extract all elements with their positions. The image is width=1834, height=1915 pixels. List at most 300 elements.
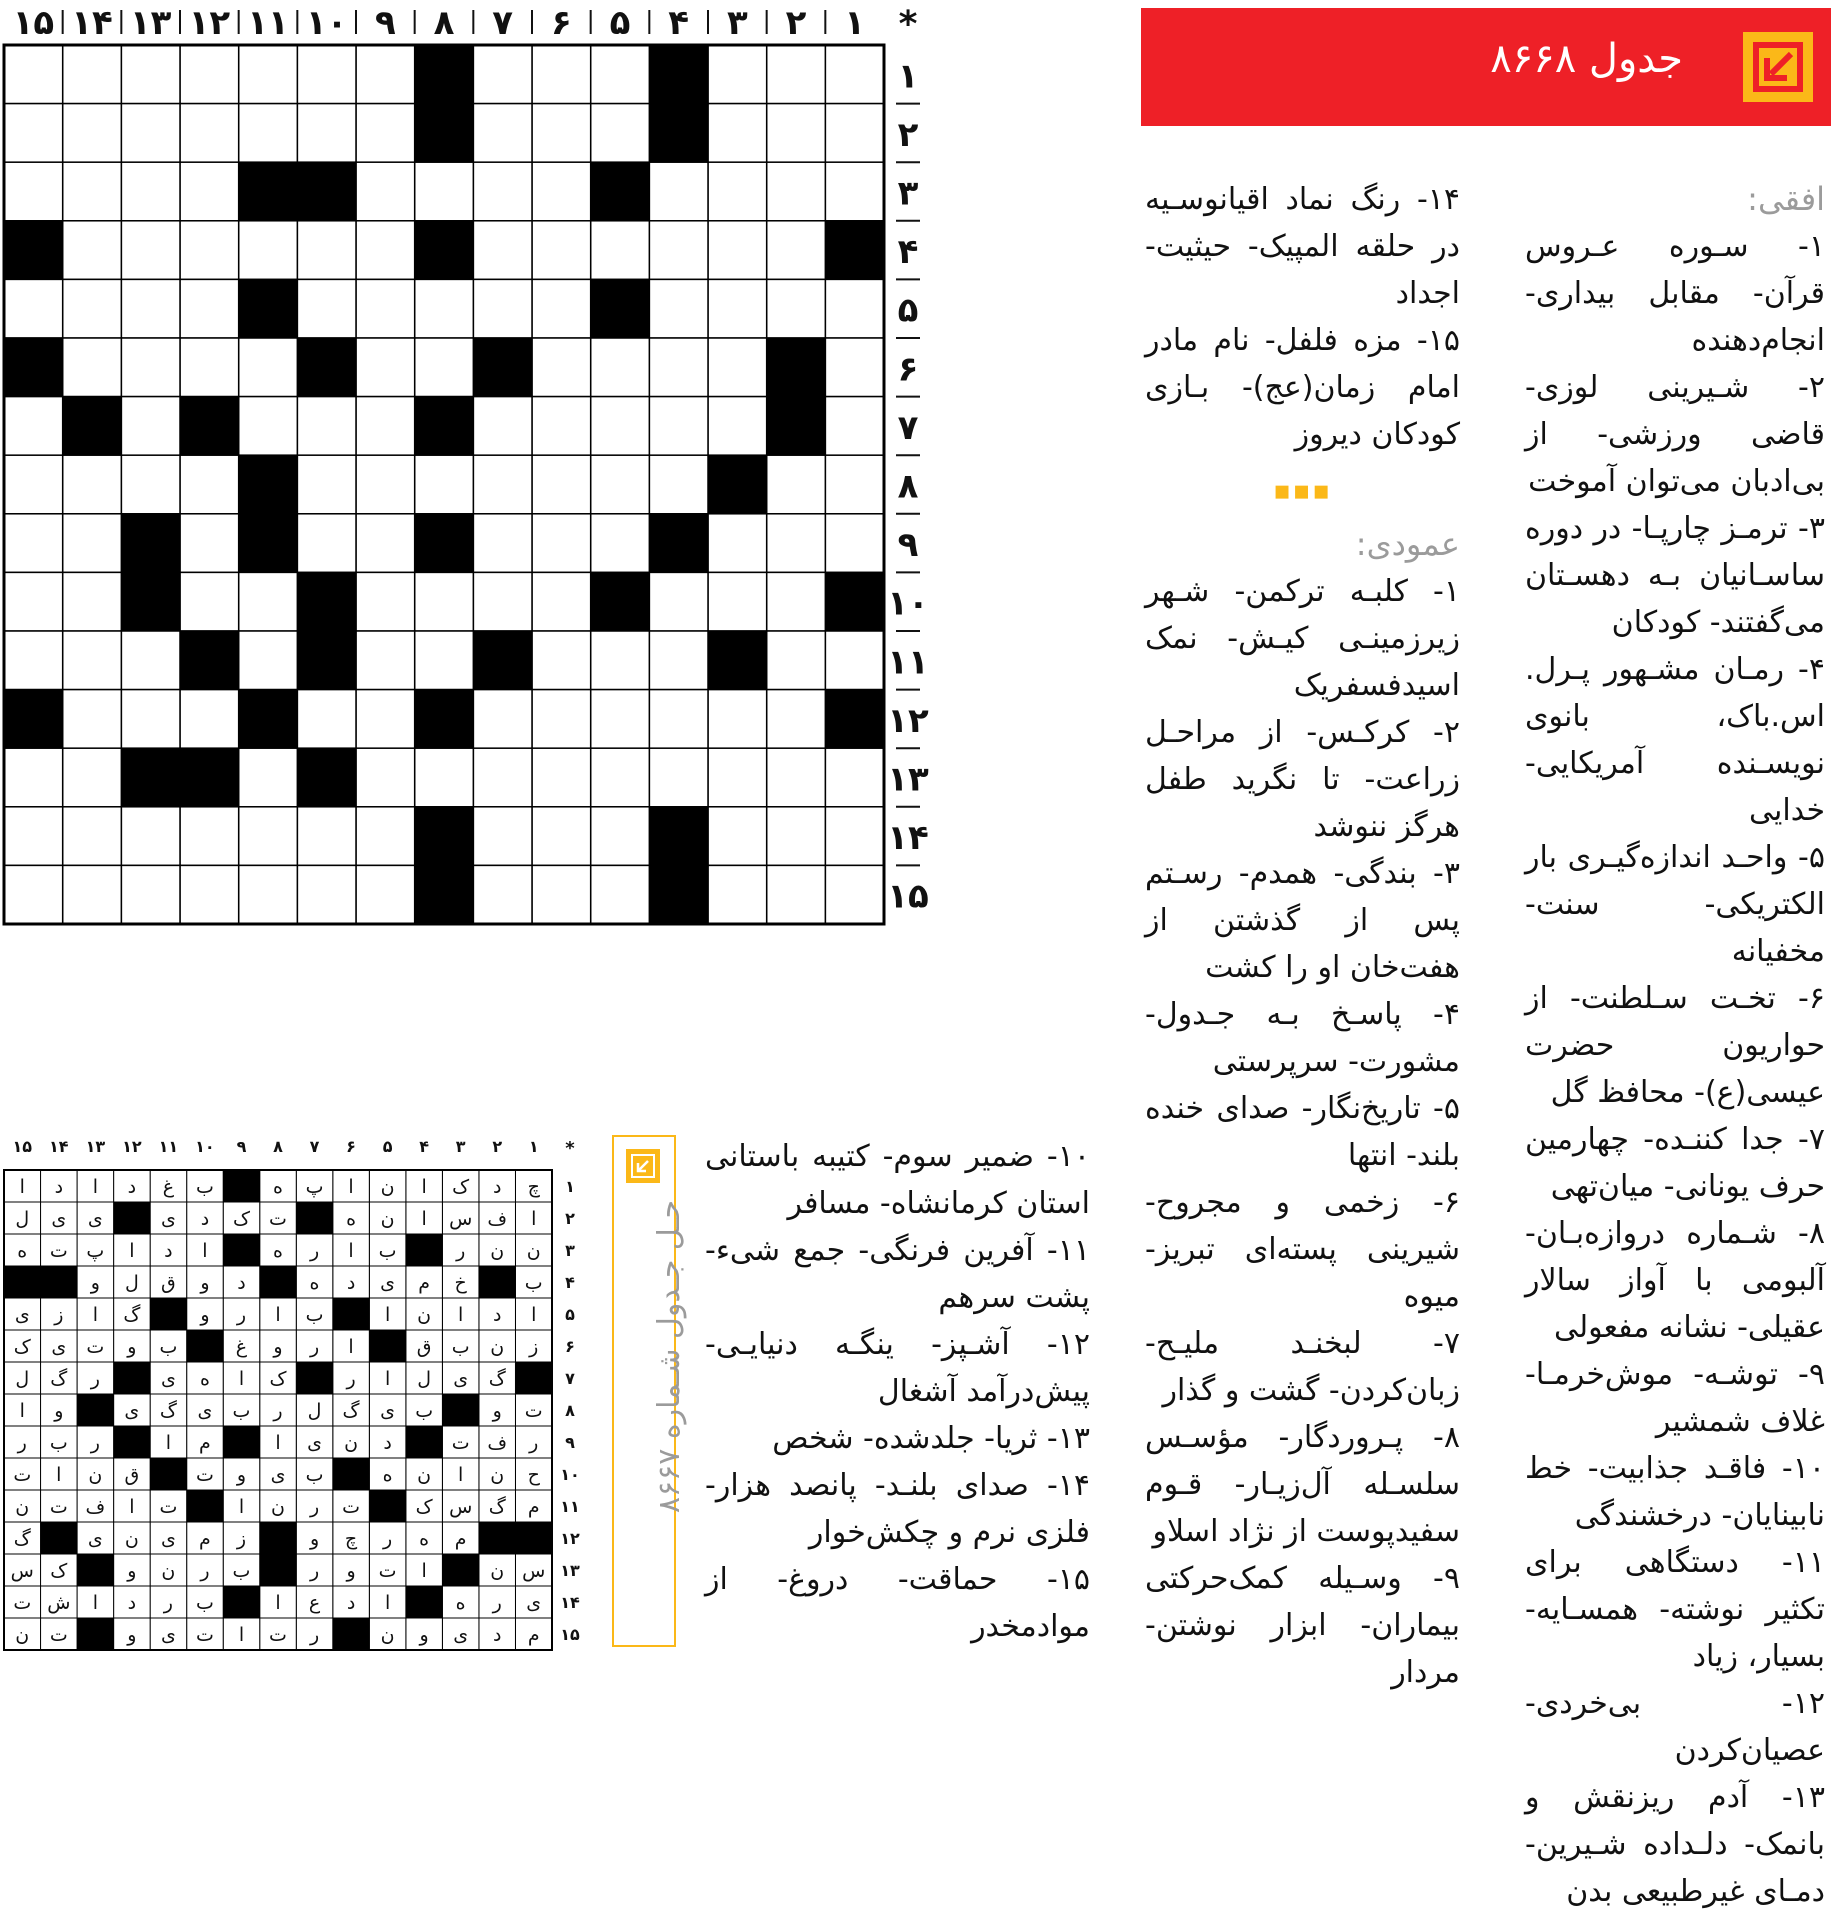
solution-column-number: ۱۴ bbox=[49, 1137, 69, 1156]
black-cell bbox=[297, 162, 356, 221]
grid-cell bbox=[591, 748, 650, 807]
black-cell bbox=[4, 221, 63, 280]
black-cell bbox=[473, 338, 532, 397]
solution-letter: چ bbox=[344, 1528, 358, 1551]
grid-cell bbox=[532, 748, 591, 807]
grid-cell bbox=[121, 807, 180, 866]
grid-cell bbox=[473, 162, 532, 221]
solution-letter: ی bbox=[124, 1400, 140, 1423]
solution-row-number: ۹ bbox=[565, 1433, 575, 1452]
solution-black-cell bbox=[406, 1586, 443, 1618]
clue-vertical: ۶- زخمی و مجروح- شیرینی پسته‌ای تبریز- میوه bbox=[1145, 1185, 1460, 1314]
solution-letter: ن bbox=[15, 1624, 30, 1647]
solution-letter: ن bbox=[490, 1240, 505, 1263]
solution-letter: ا bbox=[238, 1624, 245, 1647]
solution-letter: ق bbox=[416, 1336, 432, 1359]
grid-cell bbox=[180, 279, 239, 338]
solution-letter: ا bbox=[531, 1208, 537, 1231]
solution-letter: ب bbox=[195, 1592, 214, 1615]
solution-letter: و bbox=[127, 1560, 137, 1583]
grid-cell bbox=[4, 514, 63, 573]
grid-cell bbox=[121, 162, 180, 221]
row-number: ۱ bbox=[897, 56, 919, 97]
grid-cell bbox=[180, 104, 239, 163]
grid-cell bbox=[121, 397, 180, 456]
grid-cell bbox=[767, 690, 826, 749]
grid-cell bbox=[415, 631, 474, 690]
grid-cell bbox=[532, 338, 591, 397]
black-cell bbox=[708, 455, 767, 514]
grid-cell bbox=[532, 221, 591, 280]
solution-letter: م bbox=[527, 1496, 540, 1519]
grid-cell bbox=[708, 807, 767, 866]
grid-cell bbox=[532, 104, 591, 163]
black-cell bbox=[767, 397, 826, 456]
clue-vertical: ۹- وسـیله کمک‌حرکتی بیماران- ابزار نوشتن- مردار bbox=[1145, 1561, 1460, 1690]
solution-letter: ل bbox=[15, 1368, 30, 1391]
grid-cell bbox=[239, 104, 298, 163]
clue-vertical: ۱۲- آشـپز- ینگـه دنیایـی- پیش‌درآمد آشغال bbox=[705, 1327, 1090, 1409]
solution-black-cell bbox=[296, 1202, 333, 1234]
solution-letter: د bbox=[492, 1304, 502, 1327]
grid-cell bbox=[121, 279, 180, 338]
row-number: ۳ bbox=[897, 173, 919, 214]
solution-letter: ب bbox=[159, 1336, 178, 1359]
solution-label: حـل جـدول شـماره ۸۶۶۷ bbox=[652, 1200, 687, 1514]
solution-letter: ا bbox=[531, 1304, 537, 1327]
grid-cell bbox=[63, 104, 122, 163]
row-number: ۱۴ bbox=[887, 818, 929, 859]
solution-row-number: ۱۰ bbox=[560, 1465, 580, 1484]
solution-letter: ر bbox=[346, 1368, 356, 1391]
solution-letter: ن bbox=[344, 1432, 359, 1455]
black-cell bbox=[239, 162, 298, 221]
grid-cell bbox=[356, 631, 415, 690]
solution-grid-svg bbox=[0, 1124, 590, 1656]
solution-letter: و bbox=[273, 1336, 283, 1359]
solution-letter: و bbox=[200, 1272, 210, 1295]
grid-cell bbox=[297, 104, 356, 163]
grid-cell bbox=[767, 572, 826, 631]
solution-black-cell bbox=[4, 1266, 41, 1298]
grid-cell bbox=[297, 865, 356, 924]
grid-cell bbox=[356, 104, 415, 163]
solution-letter: و bbox=[200, 1304, 210, 1327]
grid-cell bbox=[4, 162, 63, 221]
grid-cell bbox=[415, 279, 474, 338]
solution-letter: د bbox=[237, 1272, 246, 1295]
grid-cell bbox=[767, 455, 826, 514]
grid-cell bbox=[649, 397, 708, 456]
solution-column-number: ۷ bbox=[309, 1137, 320, 1156]
grid-cell bbox=[591, 338, 650, 397]
solution-letter: ر bbox=[309, 1560, 320, 1583]
solution-column-number: ۱۲ bbox=[122, 1137, 142, 1156]
solution-black-cell bbox=[333, 1298, 370, 1330]
solution-letter: ر bbox=[309, 1496, 320, 1519]
grid-cell bbox=[591, 397, 650, 456]
solution-letter: ش bbox=[47, 1592, 71, 1615]
black-cell bbox=[121, 514, 180, 573]
black-cell bbox=[239, 514, 298, 573]
solution-row-number: ۱۲ bbox=[560, 1529, 580, 1548]
solution-letter: ن bbox=[271, 1496, 285, 1519]
grid-cell bbox=[180, 338, 239, 397]
grid-cell bbox=[63, 338, 122, 397]
solution-letter: ر bbox=[309, 1240, 320, 1263]
solution-letter: ا bbox=[92, 1176, 98, 1199]
crossword-grid-svg bbox=[0, 0, 1132, 1095]
black-cell bbox=[825, 690, 884, 749]
solution-letter: گ bbox=[13, 1528, 31, 1551]
solution-letter: ر bbox=[309, 1624, 320, 1647]
solution-letter: ب bbox=[415, 1400, 434, 1423]
solution-black-cell bbox=[260, 1522, 297, 1554]
solution-letter: ر bbox=[529, 1432, 539, 1455]
grid-cell bbox=[532, 514, 591, 573]
solution-column-number: ۱۱ bbox=[158, 1137, 179, 1156]
solution-letter: ر bbox=[90, 1432, 100, 1455]
solution-letter: د bbox=[200, 1208, 210, 1231]
clue-vertical: ۱۳- ثریا- جلدشده- شخص bbox=[772, 1421, 1090, 1456]
grid-cell bbox=[180, 690, 239, 749]
grid-cell bbox=[121, 45, 180, 104]
clue-horizontal: ۱۱- دستگاهی برای تکثیر نوشته- همسـایه- بسیار، زیاد bbox=[1525, 1545, 1825, 1674]
grid-cell bbox=[180, 45, 239, 104]
star-symbol: * bbox=[898, 4, 918, 45]
black-cell bbox=[63, 397, 122, 456]
grid-cell bbox=[473, 572, 532, 631]
solution-row-number: ۱ bbox=[565, 1177, 575, 1196]
solution-letter: ع bbox=[308, 1592, 321, 1615]
grid-cell bbox=[649, 748, 708, 807]
solution-letter: و bbox=[54, 1400, 64, 1423]
solution-letter: ن bbox=[15, 1496, 30, 1519]
grid-cell bbox=[356, 865, 415, 924]
solution-letter: ن bbox=[380, 1176, 395, 1199]
solution-letter: ه bbox=[309, 1272, 320, 1295]
solution-letter: ا bbox=[19, 1176, 25, 1199]
grid-cell bbox=[825, 279, 884, 338]
solution-letter: س bbox=[449, 1496, 473, 1519]
clue-vertical: ۵- تاریخ‌نگار- صدای خنده بلند- انتها bbox=[1145, 1091, 1460, 1173]
solution-letter: و bbox=[309, 1528, 320, 1551]
solution-letter: ی bbox=[380, 1272, 396, 1295]
grid-cell bbox=[63, 572, 122, 631]
grid-cell bbox=[121, 221, 180, 280]
grid-cell bbox=[649, 279, 708, 338]
solution-letter: ن bbox=[88, 1464, 103, 1487]
solution-letter: ی bbox=[51, 1336, 67, 1359]
solution-black-cell bbox=[77, 1394, 114, 1426]
solution-grid bbox=[0, 1124, 590, 1656]
solution-letter: ا bbox=[458, 1304, 464, 1327]
solution-letter: ه bbox=[455, 1592, 466, 1615]
solution-black-cell bbox=[114, 1426, 151, 1458]
grid-cell bbox=[356, 572, 415, 631]
solution-letter: چ bbox=[527, 1176, 540, 1199]
solution-black-cell bbox=[223, 1426, 260, 1458]
solution-column-number: ۱ bbox=[528, 1137, 539, 1156]
solution-letter: ا bbox=[202, 1240, 208, 1263]
solution-letter: ی bbox=[307, 1432, 322, 1455]
solution-letter: ا bbox=[421, 1208, 427, 1231]
grid-cell bbox=[825, 397, 884, 456]
solution-letter: ا bbox=[92, 1592, 98, 1615]
grid-cell bbox=[4, 807, 63, 866]
grid-cell bbox=[239, 572, 298, 631]
solution-column-number: ۱۳ bbox=[85, 1137, 106, 1156]
grid-cell bbox=[825, 748, 884, 807]
solution-letter: ن bbox=[526, 1240, 541, 1263]
solution-letter: گ bbox=[123, 1304, 141, 1327]
solution-letter: ب bbox=[305, 1304, 324, 1327]
solution-letter: ن bbox=[417, 1304, 432, 1327]
grid-cell bbox=[356, 455, 415, 514]
solution-letter: ر bbox=[163, 1592, 173, 1615]
clues-column-middle bbox=[1145, 176, 1460, 1696]
solution-letter: ف bbox=[85, 1496, 106, 1519]
separator-dots: ▪▪▪ bbox=[1273, 476, 1332, 506]
column-number: ۷ bbox=[492, 3, 514, 43]
solution-black-cell bbox=[442, 1394, 479, 1426]
grid-cell bbox=[356, 279, 415, 338]
grid-cell bbox=[180, 865, 239, 924]
solution-letter: گ bbox=[159, 1400, 177, 1423]
grid-cell bbox=[767, 807, 826, 866]
arrow-down-left-icon bbox=[1743, 32, 1813, 102]
grid-cell bbox=[649, 631, 708, 690]
clue-horizontal: ۶- تخـت سـلطنت- از حواریون حضرت عیسی(ع)- محافظ گل bbox=[1525, 981, 1825, 1110]
solution-letter: ا bbox=[348, 1176, 354, 1199]
clue-horizontal: ۱۴- رنگ نماد اقیانوسـیه در حلقه المپیک- حیثیت- اجداد bbox=[1145, 182, 1460, 311]
grid-cell bbox=[591, 455, 650, 514]
solution-letter: ک bbox=[50, 1560, 68, 1583]
column-number: ۱۵ bbox=[12, 3, 55, 43]
black-cell bbox=[180, 748, 239, 807]
solution-black-cell bbox=[369, 1330, 406, 1362]
solution-letter: م bbox=[527, 1624, 540, 1647]
solution-black-cell bbox=[150, 1298, 187, 1330]
grid-cell bbox=[63, 162, 122, 221]
grid-cell bbox=[4, 748, 63, 807]
solution-black-cell bbox=[187, 1330, 224, 1362]
grid-cell bbox=[415, 338, 474, 397]
grid-cell bbox=[121, 865, 180, 924]
solution-letter: ن bbox=[380, 1624, 395, 1647]
clue-horizontal: ۷- جدا کننـده- چهارمین حرف یونانی- میان‌تهی bbox=[1525, 1122, 1825, 1204]
solution-star-symbol: * bbox=[565, 1138, 575, 1159]
grid-cell bbox=[708, 514, 767, 573]
grid-cell bbox=[767, 162, 826, 221]
clue-vertical: ۱۱- آفرین فرنگی- جمع شیء- پشت سرهم bbox=[705, 1233, 1090, 1315]
solution-column-number: ۸ bbox=[273, 1137, 283, 1156]
grid-cell bbox=[356, 221, 415, 280]
black-cell bbox=[649, 104, 708, 163]
clue-vertical: ۱- کلبـه ترکمن- شـهر زیرزمینـی کیـش- نمک اسیدفسفریک bbox=[1145, 574, 1460, 703]
grid-cell bbox=[532, 572, 591, 631]
solution-letter: ا bbox=[275, 1432, 281, 1455]
row-number: ۷ bbox=[897, 407, 919, 448]
grid-cell bbox=[767, 221, 826, 280]
clue-horizontal: ۱۳- آدم ریزنقش و بانمک- دلـداده شـیرین- دمـای غیرطبیعی بدن bbox=[1525, 1780, 1825, 1909]
black-cell bbox=[415, 865, 474, 924]
grid-cell bbox=[297, 807, 356, 866]
grid-cell bbox=[63, 514, 122, 573]
solution-letter: ن bbox=[380, 1208, 395, 1231]
solution-letter: خ bbox=[454, 1272, 467, 1295]
grid-cell bbox=[63, 455, 122, 514]
solution-row-number: ۶ bbox=[565, 1337, 575, 1356]
solution-column-number: ۴ bbox=[419, 1137, 430, 1156]
solution-letter: د bbox=[346, 1272, 356, 1295]
black-cell bbox=[591, 162, 650, 221]
solution-letter: ب bbox=[49, 1432, 68, 1455]
solution-column-number: ۳ bbox=[455, 1137, 466, 1156]
clue-horizontal: ۸- شـماره دروازه‌بـان- آلبومی با آواز سالار عقیلی- نشانه مفعولی bbox=[1525, 1216, 1825, 1345]
solution-letter: پ bbox=[305, 1176, 324, 1199]
grid-cell bbox=[180, 807, 239, 866]
grid-cell bbox=[239, 338, 298, 397]
grid-cell bbox=[708, 45, 767, 104]
solution-black-cell bbox=[77, 1618, 114, 1650]
clue-horizontal: ۱۲- بی‌خردی- عصیان‌کردن bbox=[1525, 1686, 1825, 1768]
solution-letter: ت bbox=[378, 1560, 397, 1583]
vertical-title: عمودی: bbox=[1355, 525, 1460, 563]
grid-cell bbox=[708, 338, 767, 397]
grid-cell bbox=[180, 514, 239, 573]
solution-letter: ی bbox=[453, 1368, 469, 1391]
black-cell bbox=[297, 748, 356, 807]
solution-letter: س bbox=[10, 1560, 34, 1583]
grid-cell bbox=[532, 631, 591, 690]
row-number: ۱۱ bbox=[887, 642, 929, 683]
solution-letter: ب bbox=[524, 1272, 543, 1295]
black-cell bbox=[415, 45, 474, 104]
grid-cell bbox=[121, 338, 180, 397]
black-cell bbox=[239, 455, 298, 514]
solution-letter: ی bbox=[526, 1592, 542, 1615]
solution-letter: ر bbox=[17, 1432, 27, 1455]
solution-letter: ن bbox=[490, 1560, 505, 1583]
black-cell bbox=[180, 397, 239, 456]
grid-cell bbox=[532, 807, 591, 866]
grid-cell bbox=[767, 631, 826, 690]
solution-letter: ب bbox=[195, 1176, 214, 1199]
solution-letter: ه bbox=[419, 1528, 430, 1551]
solution-letter: ت bbox=[451, 1432, 470, 1455]
grid-cell bbox=[708, 162, 767, 221]
grid-cell bbox=[708, 690, 767, 749]
grid-cell bbox=[473, 45, 532, 104]
grid-cell bbox=[356, 748, 415, 807]
clue-horizontal: ۳- ترمـز چارپـا- در دوره ساسـانیان بـه دهسـتان می‌گفتند- کودکان bbox=[1525, 511, 1825, 640]
solution-letter: د bbox=[383, 1432, 392, 1455]
solution-letter: س bbox=[449, 1208, 473, 1231]
black-cell bbox=[825, 572, 884, 631]
solution-letter: م bbox=[199, 1432, 211, 1455]
column-number: ۱۱ bbox=[247, 3, 289, 43]
grid-cell bbox=[4, 279, 63, 338]
grid-cell bbox=[4, 45, 63, 104]
grid-cell bbox=[239, 865, 298, 924]
solution-letter: ر bbox=[383, 1528, 393, 1551]
grid-cell bbox=[708, 572, 767, 631]
solution-letter: غ bbox=[235, 1336, 248, 1359]
solution-letter: ت bbox=[13, 1464, 32, 1487]
black-cell bbox=[415, 514, 474, 573]
solution-letter: ب bbox=[305, 1464, 324, 1487]
solution-letter: ت bbox=[86, 1336, 105, 1359]
solution-letter: د bbox=[492, 1176, 502, 1199]
solution-letter: گ bbox=[342, 1400, 360, 1423]
solution-letter: ت bbox=[195, 1624, 214, 1647]
solution-letter: ن bbox=[417, 1464, 432, 1487]
solution-black-cell bbox=[77, 1554, 114, 1586]
solution-letter: ل bbox=[124, 1272, 139, 1295]
solution-letter: و bbox=[236, 1464, 247, 1487]
grid-cell bbox=[4, 455, 63, 514]
black-cell bbox=[297, 572, 356, 631]
grid-cell bbox=[532, 397, 591, 456]
grid-cell bbox=[767, 104, 826, 163]
grid-cell bbox=[649, 221, 708, 280]
black-cell bbox=[415, 104, 474, 163]
clue-vertical: ۸- پـروردگار- مؤسـس سلسـله آل‌زیـار- قـوم سفیدپوست از نژاد اسلاو bbox=[1145, 1420, 1460, 1549]
solution-black-cell bbox=[41, 1522, 78, 1554]
clue-horizontal: ۱۰- فاقـد جذابیت- خط نابینایان- درخشندگی bbox=[1525, 1451, 1825, 1533]
grid-cell bbox=[239, 748, 298, 807]
grid-cell bbox=[4, 397, 63, 456]
solution-row-number: ۵ bbox=[565, 1305, 575, 1324]
row-number: ۶ bbox=[897, 349, 919, 390]
solution-row-number: ۲ bbox=[565, 1209, 575, 1228]
grid-cell bbox=[767, 45, 826, 104]
grid-cell bbox=[767, 279, 826, 338]
solution-letter: و bbox=[127, 1624, 137, 1647]
solution-letter: ت bbox=[524, 1400, 543, 1423]
black-cell bbox=[591, 572, 650, 631]
row-number: ۱۵ bbox=[887, 876, 929, 917]
solution-column-number: ۱۰ bbox=[195, 1137, 215, 1156]
solution-letter: ه bbox=[273, 1176, 283, 1199]
black-cell bbox=[649, 45, 708, 104]
solution-column-number: ۶ bbox=[346, 1137, 356, 1156]
row-number: ۱۳ bbox=[887, 759, 929, 800]
solution-letter: ت bbox=[49, 1240, 68, 1263]
solution-row-number: ۱۵ bbox=[560, 1625, 580, 1644]
solution-letter: ا bbox=[421, 1560, 427, 1583]
clue-horizontal: ۱- سـوره عـروس قرآن- مقابل بیداری- انجام‌دهنده bbox=[1525, 229, 1825, 358]
solution-letter: ح bbox=[527, 1464, 540, 1487]
grid-cell bbox=[297, 455, 356, 514]
grid-cell bbox=[4, 572, 63, 631]
solution-letter: د bbox=[127, 1592, 137, 1615]
solution-letter: ل bbox=[417, 1368, 432, 1391]
grid-cell bbox=[239, 807, 298, 866]
grid-cell bbox=[473, 748, 532, 807]
solution-row-number: ۱۴ bbox=[560, 1593, 580, 1612]
solution-column-number: ۲ bbox=[492, 1137, 503, 1156]
solution-black-cell bbox=[333, 1458, 370, 1490]
black-cell bbox=[180, 631, 239, 690]
solution-letter: ز bbox=[54, 1304, 64, 1327]
solution-letter: س bbox=[522, 1560, 546, 1583]
solution-letter: ی bbox=[14, 1304, 30, 1327]
column-number: ۱۰ bbox=[305, 3, 348, 43]
crossword-grid bbox=[0, 0, 1132, 1095]
solution-letter: گ bbox=[488, 1496, 506, 1519]
